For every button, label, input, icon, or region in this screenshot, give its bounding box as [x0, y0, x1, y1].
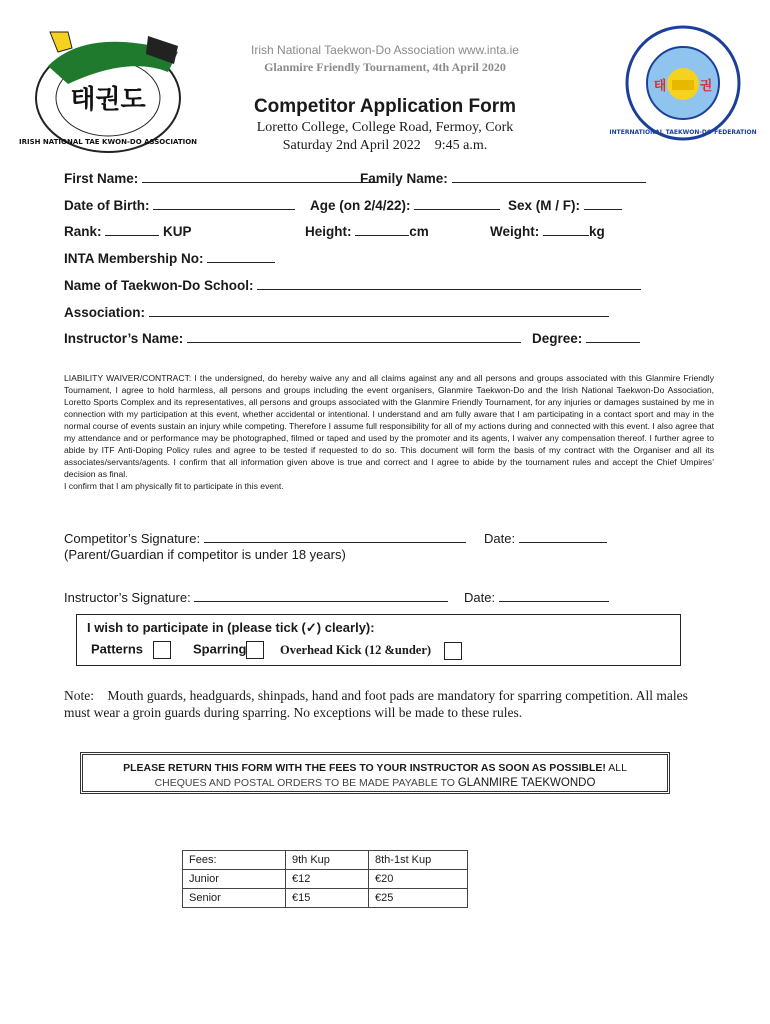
- association-field[interactable]: [64, 304, 609, 320]
- waiver-text: LIABILITY WAIVER/CONTRACT: I the undersigned, do hereby waive any and all claims against any and all persons and groups associated with this Glanmire Friendly Tournament, I agree to hold harmless, all persons and groups including the event organisers, Glanmire Taekwon-Do and the Irish National Taekwon-Do Association, Loretto Sports Complex and its representatives, all persons and groups associated with the Glanmire Friendly Tournament, for any injuries or damages sustained by me in connection with my participation at this event, whether accidental or intentional. I understand and am fully aware that I am participating in a contact sport and may in the normal course of events sustain an injury while competing. Therefore I assume full responsibility for all of my actions during and connected with this event. I also agree that my attendance and or performance may be photographed, filmed or taped and used by the promoter and its agents, I waiver any compensation thereof. I further agree to abide by ITF Anti-Doping Policy rules and agree to be tested if requested to do so. This document will form the basis of my contract with the Organiser and all its associates/servants/agents. I confirm that all information given above is true and correct and I agree to abide by the tournament rules and accept the Chief Umpires’ decision as final.: [64, 373, 714, 479]
- logo-ring-text: INTERNATIONAL TAEKWON-DO FEDERATION: [609, 129, 757, 136]
- weight-line[interactable]: [543, 223, 589, 236]
- weight-label: Weight:: [490, 224, 540, 239]
- header-association: [155, 43, 615, 57]
- membership-line[interactable]: [207, 250, 275, 263]
- table-row: [183, 889, 468, 908]
- dob-line[interactable]: [153, 197, 295, 210]
- return-notice-bold: PLEASE RETURN THIS FORM WITH THE FEES TO YOUR INSTRUCTOR AS SOON AS POSSIBLE!: [123, 762, 606, 774]
- event-datetime: Saturday 2nd April 2022 9:45 a.m.: [282, 138, 488, 153]
- family-name-field[interactable]: [360, 170, 646, 186]
- overhead-label: Overhead Kick (12 &under): [280, 642, 432, 657]
- family-name-label: Family Name:: [360, 171, 448, 186]
- fit-confirmation: I confirm that I am physically fit to participate in this event.: [64, 481, 284, 491]
- height-field[interactable]: [305, 223, 429, 239]
- membership-field[interactable]: [64, 250, 275, 266]
- rank-label: Rank:: [64, 224, 102, 239]
- fees-table: [182, 850, 468, 908]
- school-line[interactable]: [257, 277, 641, 290]
- dob-field[interactable]: [64, 197, 295, 213]
- weight-field[interactable]: [490, 223, 605, 239]
- weight-unit: kg: [589, 224, 605, 239]
- note-text: Mouth guards, headguards, shinpads, hand and foot pads are mandatory for sparring competition. All males must wear a groin guards during sparring. No exceptions will be made to these rules.: [64, 688, 688, 720]
- return-notice: [80, 752, 670, 794]
- table-cell: €25: [369, 889, 468, 908]
- table-cell: €15: [286, 889, 369, 908]
- website-link[interactable]: www.inta.ie: [458, 43, 519, 57]
- competitor-date-line[interactable]: [519, 530, 607, 543]
- table-header-cell: Fees:: [183, 851, 286, 870]
- instructor-signature-line[interactable]: [194, 589, 448, 602]
- logo-hangul: 태권도: [70, 85, 146, 115]
- instructor-date-field[interactable]: [464, 589, 609, 605]
- instructor-field[interactable]: [64, 330, 521, 346]
- competitor-signature-field[interactable]: [64, 530, 466, 546]
- height-line[interactable]: [355, 223, 409, 236]
- association-label: Association:: [64, 305, 146, 320]
- competitor-signature-label: Competitor’s Signature:: [64, 531, 201, 546]
- return-notice-line2: CHEQUES AND POSTAL ORDERS TO BE MADE PAYABLE TO: [154, 777, 458, 789]
- first-name-line[interactable]: [142, 170, 378, 183]
- age-line[interactable]: [414, 197, 500, 210]
- instructor-date-label: Date:: [464, 590, 496, 605]
- age-field[interactable]: [310, 197, 500, 213]
- logo-hangul-right: 권: [699, 79, 713, 94]
- competitor-date-label: Date:: [484, 531, 516, 546]
- school-field[interactable]: [64, 277, 641, 293]
- participation-box: [76, 614, 681, 666]
- instructor-signature-label: Instructor’s Signature:: [64, 590, 191, 605]
- instructor-label: Instructor’s Name:: [64, 331, 184, 346]
- note-label: Note:: [64, 688, 94, 703]
- payee-name: GLANMIRE TAEKWONDO: [457, 777, 596, 789]
- sex-line[interactable]: [584, 197, 622, 210]
- patterns-label: Patterns: [91, 641, 144, 657]
- age-label: Age (on 2/4/22):: [310, 198, 411, 213]
- sparring-option[interactable]: [193, 641, 264, 659]
- patterns-checkbox[interactable]: [153, 641, 171, 659]
- safety-note: [64, 687, 694, 721]
- table-header-cell: 8th-1st Kup: [369, 851, 468, 870]
- overhead-option[interactable]: [280, 642, 462, 660]
- table-cell: €12: [286, 870, 369, 889]
- degree-line[interactable]: [586, 330, 640, 343]
- degree-field[interactable]: [532, 330, 640, 346]
- table-cell: Senior: [183, 889, 286, 908]
- return-notice-rest: ALL: [605, 762, 627, 774]
- first-name-label: First Name:: [64, 171, 139, 186]
- height-unit: cm: [409, 224, 429, 239]
- table-header-cell: 9th Kup: [286, 851, 369, 870]
- table-row: [183, 870, 468, 889]
- venue: Loretto College, College Road, Fermoy, Cork: [256, 120, 514, 135]
- instructor-date-line[interactable]: [499, 589, 609, 602]
- guardian-note: (Parent/Guardian if competitor is under 18 years): [64, 547, 346, 562]
- table-cell: €20: [369, 870, 468, 889]
- family-name-line[interactable]: [452, 170, 646, 183]
- logo-ring-text: IRISH NATIONAL TAE KWON-DO ASSOCIATION: [18, 138, 198, 146]
- competitor-signature-line[interactable]: [204, 530, 466, 543]
- competitor-date-field[interactable]: [484, 530, 607, 546]
- rank-field[interactable]: [64, 223, 192, 239]
- patterns-option[interactable]: [91, 641, 171, 659]
- sex-label: Sex (M / F):: [508, 198, 581, 213]
- school-label: Name of Taekwon-Do School:: [64, 278, 254, 293]
- participation-heading: I wish to participate in (please tick (✓) clearly):: [87, 620, 375, 635]
- degree-label: Degree:: [532, 331, 583, 346]
- liability-waiver: [64, 372, 714, 492]
- dob-label: Date of Birth:: [64, 198, 150, 213]
- instructor-line[interactable]: [187, 330, 521, 343]
- sparring-label: Sparring: [193, 641, 247, 657]
- table-header-row: [183, 851, 468, 870]
- overhead-checkbox[interactable]: [444, 642, 462, 660]
- form-title: Competitor Application Form: [253, 96, 517, 117]
- sparring-checkbox[interactable]: [246, 641, 264, 659]
- first-name-field[interactable]: [64, 170, 378, 186]
- header-tournament: Glanmire Friendly Tournament, 4th April 2020: [264, 60, 506, 74]
- table-cell: Junior: [183, 870, 286, 889]
- membership-label: INTA Membership No:: [64, 251, 204, 266]
- association-name: Irish National Taekwon-Do Association: [251, 43, 455, 57]
- instructor-signature-field[interactable]: [64, 589, 448, 605]
- height-label: Height:: [305, 224, 352, 239]
- association-line[interactable]: [149, 304, 609, 317]
- itf-logo: [609, 24, 757, 142]
- logo-hangul-left: 태: [653, 79, 667, 94]
- rank-unit: KUP: [163, 224, 192, 239]
- rank-line[interactable]: [105, 223, 159, 236]
- sex-field[interactable]: [508, 197, 622, 213]
